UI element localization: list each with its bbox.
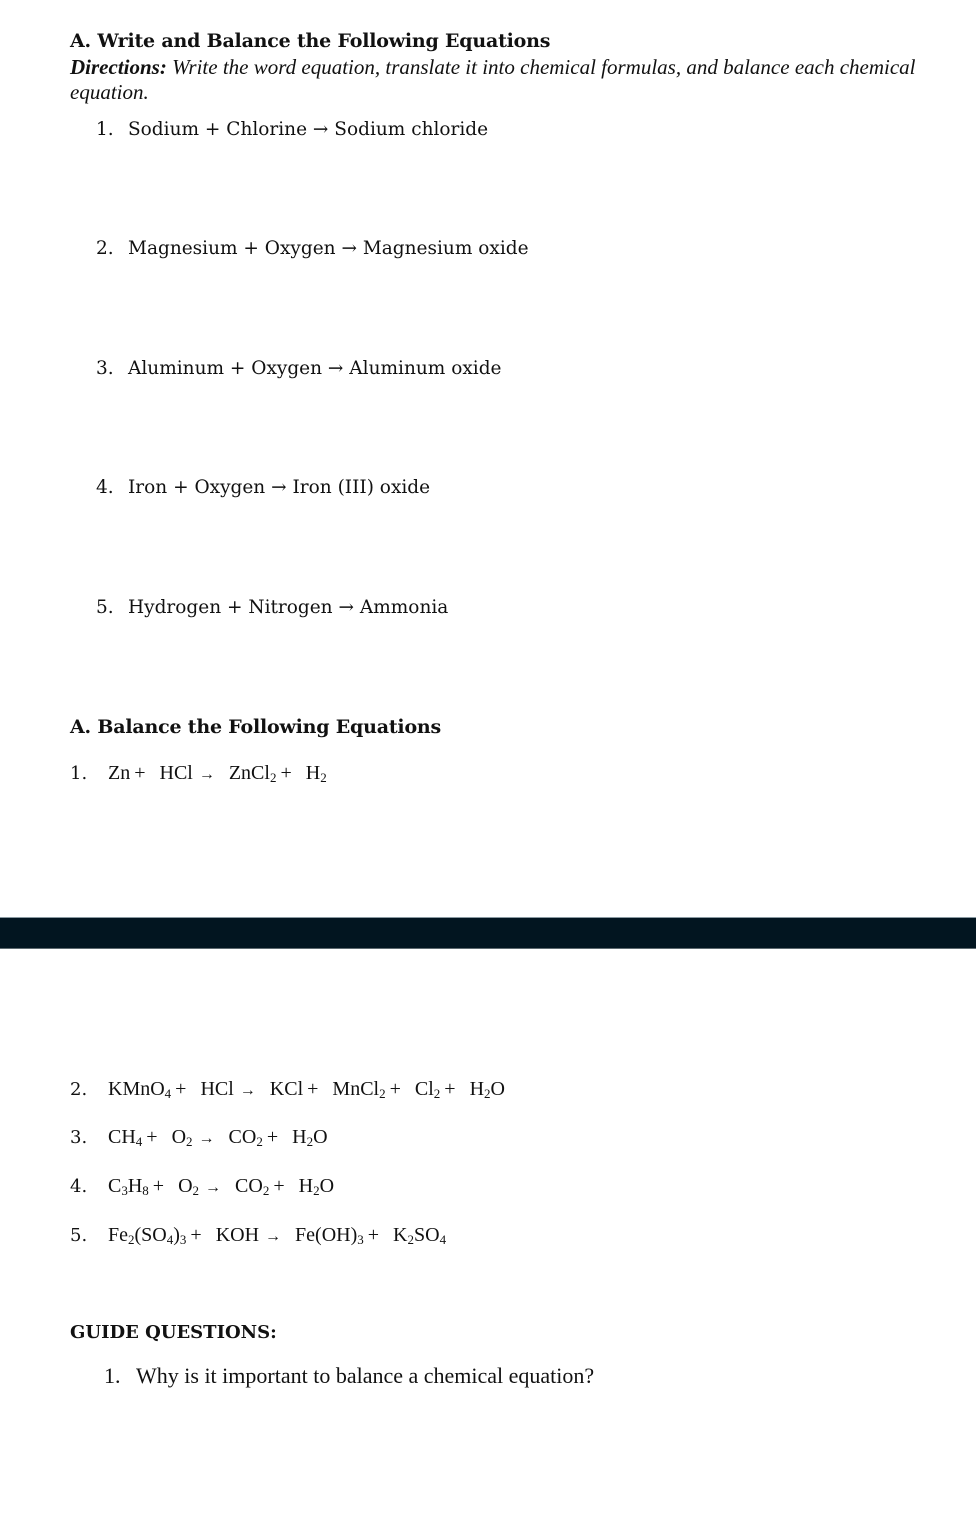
chemical-formula: $K_2SO_4$: [393, 1224, 447, 1247]
chemical-formula: $CO_2$: [235, 1175, 270, 1198]
chemical-formula: $O_2$: [178, 1175, 200, 1198]
equation-number: 1.: [70, 763, 88, 784]
equation-number: 3.: [70, 1127, 88, 1148]
item-text: Iron + Oxygen → Iron (III) oxide: [128, 477, 431, 498]
word-equation-item: [96, 477, 430, 498]
directions-label: Directions:: [70, 55, 167, 79]
chemical-equation: [70, 1126, 332, 1149]
question-text: Why is it important to balance a chemical equation?: [136, 1363, 595, 1388]
subscript: 3: [179, 1232, 187, 1247]
reaction-arrow-icon: →: [239, 1082, 256, 1099]
chemical-formula: KCl: [269, 1078, 304, 1100]
plus-sign: +: [190, 1224, 202, 1246]
chemical-formula: $O_2$: [171, 1126, 193, 1149]
equation-number: 5.: [70, 1225, 88, 1246]
redaction-bar: [0, 917, 976, 949]
subscript: 2: [484, 1086, 491, 1101]
plus-sign: +: [444, 1078, 456, 1100]
chemical-formula: $C_3H_8$: [108, 1175, 149, 1198]
plus-sign: +: [307, 1078, 319, 1100]
chemical-formula: $H_2O$: [469, 1078, 505, 1101]
subscript: 3: [357, 1232, 364, 1247]
subscript: 2: [186, 1134, 193, 1149]
item-number: 2.: [96, 238, 114, 259]
equation-number: 2.: [70, 1079, 88, 1100]
reaction-arrow-icon: →: [198, 766, 215, 783]
chemical-formula: $CH_4$: [108, 1126, 143, 1149]
chemical-formula: ZnCl$_2$: [228, 762, 277, 785]
subscript: 2: [433, 1086, 441, 1101]
chemical-equation: [70, 1175, 338, 1198]
subscript: 2: [262, 1183, 270, 1198]
chemical-formula: MnCl$_2$: [332, 1078, 386, 1101]
subscript: 2: [256, 1134, 263, 1149]
chemical-formula: HCl: [200, 1078, 234, 1100]
item-number: 1.: [96, 119, 114, 140]
plus-sign: +: [389, 1078, 401, 1100]
plus-sign: +: [175, 1078, 187, 1100]
section-a-heading: A. Write and Balance the Following Equations: [70, 30, 551, 52]
plus-sign: +: [152, 1175, 165, 1197]
item-text: Aluminum + Oxygen → Aluminum oxide: [128, 358, 502, 379]
chemical-equation: [70, 762, 331, 785]
plus-sign: +: [134, 762, 146, 784]
chemical-equation: [70, 1078, 509, 1101]
subscript: 2: [306, 1134, 314, 1149]
subscript: 4: [164, 1086, 172, 1101]
plus-sign: +: [266, 1126, 279, 1148]
chemical-formula: HCl: [159, 762, 193, 784]
guide-question: [104, 1363, 594, 1389]
item-text: Sodium + Chlorine → Sodium chloride: [128, 119, 489, 140]
chemical-formula: Zn: [108, 762, 131, 784]
reaction-arrow-icon: →: [265, 1228, 282, 1245]
chemical-equation: [70, 1224, 450, 1247]
subscript: 8: [142, 1183, 149, 1198]
chemical-formula: KMnO$_4$: [108, 1078, 172, 1101]
chemical-formula: $H_2$: [305, 762, 327, 785]
directions: [70, 55, 930, 105]
subscript: 3: [121, 1183, 128, 1198]
chemical-formula: $Fe_2(SO_4)_3$: [108, 1224, 187, 1247]
plus-sign: +: [146, 1126, 158, 1148]
word-equation-item: [96, 597, 448, 618]
chemical-formula: $H_2O$: [292, 1126, 328, 1149]
guide-questions-title: GUIDE QUESTIONS:: [70, 1322, 277, 1343]
subscript: 2: [192, 1183, 200, 1198]
question-number: 1.: [104, 1363, 121, 1388]
item-text: Magnesium + Oxygen → Magnesium oxide: [128, 238, 529, 259]
item-text: Hydrogen + Nitrogen → Ammonia: [128, 597, 449, 618]
chemical-formula: $CO_2$: [228, 1126, 263, 1149]
subscript: 2: [128, 1232, 135, 1247]
chemical-formula: $Fe(OH)_3$: [295, 1224, 364, 1247]
word-equation-item: [96, 358, 502, 379]
word-equation-item: [96, 119, 488, 140]
section-b-heading: A. Balance the Following Equations: [70, 716, 442, 738]
equation-number: 4.: [70, 1176, 88, 1197]
subscript: 2: [269, 770, 277, 785]
chemical-formula: $H_2O$: [298, 1175, 335, 1198]
subscript: 4: [439, 1232, 447, 1247]
subscript: 4: [135, 1134, 143, 1149]
item-number: 3.: [96, 358, 114, 379]
item-number: 4.: [96, 477, 114, 498]
subscript: 2: [379, 1086, 386, 1101]
reaction-arrow-icon: →: [205, 1179, 222, 1196]
subscript: 2: [313, 1183, 320, 1198]
chemical-formula: $Cl_2$: [414, 1078, 441, 1101]
subscript: 4: [166, 1232, 174, 1247]
word-equation-item: [96, 238, 529, 259]
plus-sign: +: [273, 1175, 285, 1197]
item-number: 5.: [96, 597, 114, 618]
reaction-arrow-icon: →: [198, 1130, 215, 1147]
subscript: 2: [407, 1232, 414, 1247]
plus-sign: +: [280, 762, 292, 784]
directions-text: Write the word equation, translate it into chemical formulas, and balance each chemical equation.: [70, 55, 916, 104]
subscript: 2: [320, 770, 327, 785]
chemical-formula: KOH: [215, 1224, 260, 1246]
plus-sign: +: [367, 1224, 380, 1246]
